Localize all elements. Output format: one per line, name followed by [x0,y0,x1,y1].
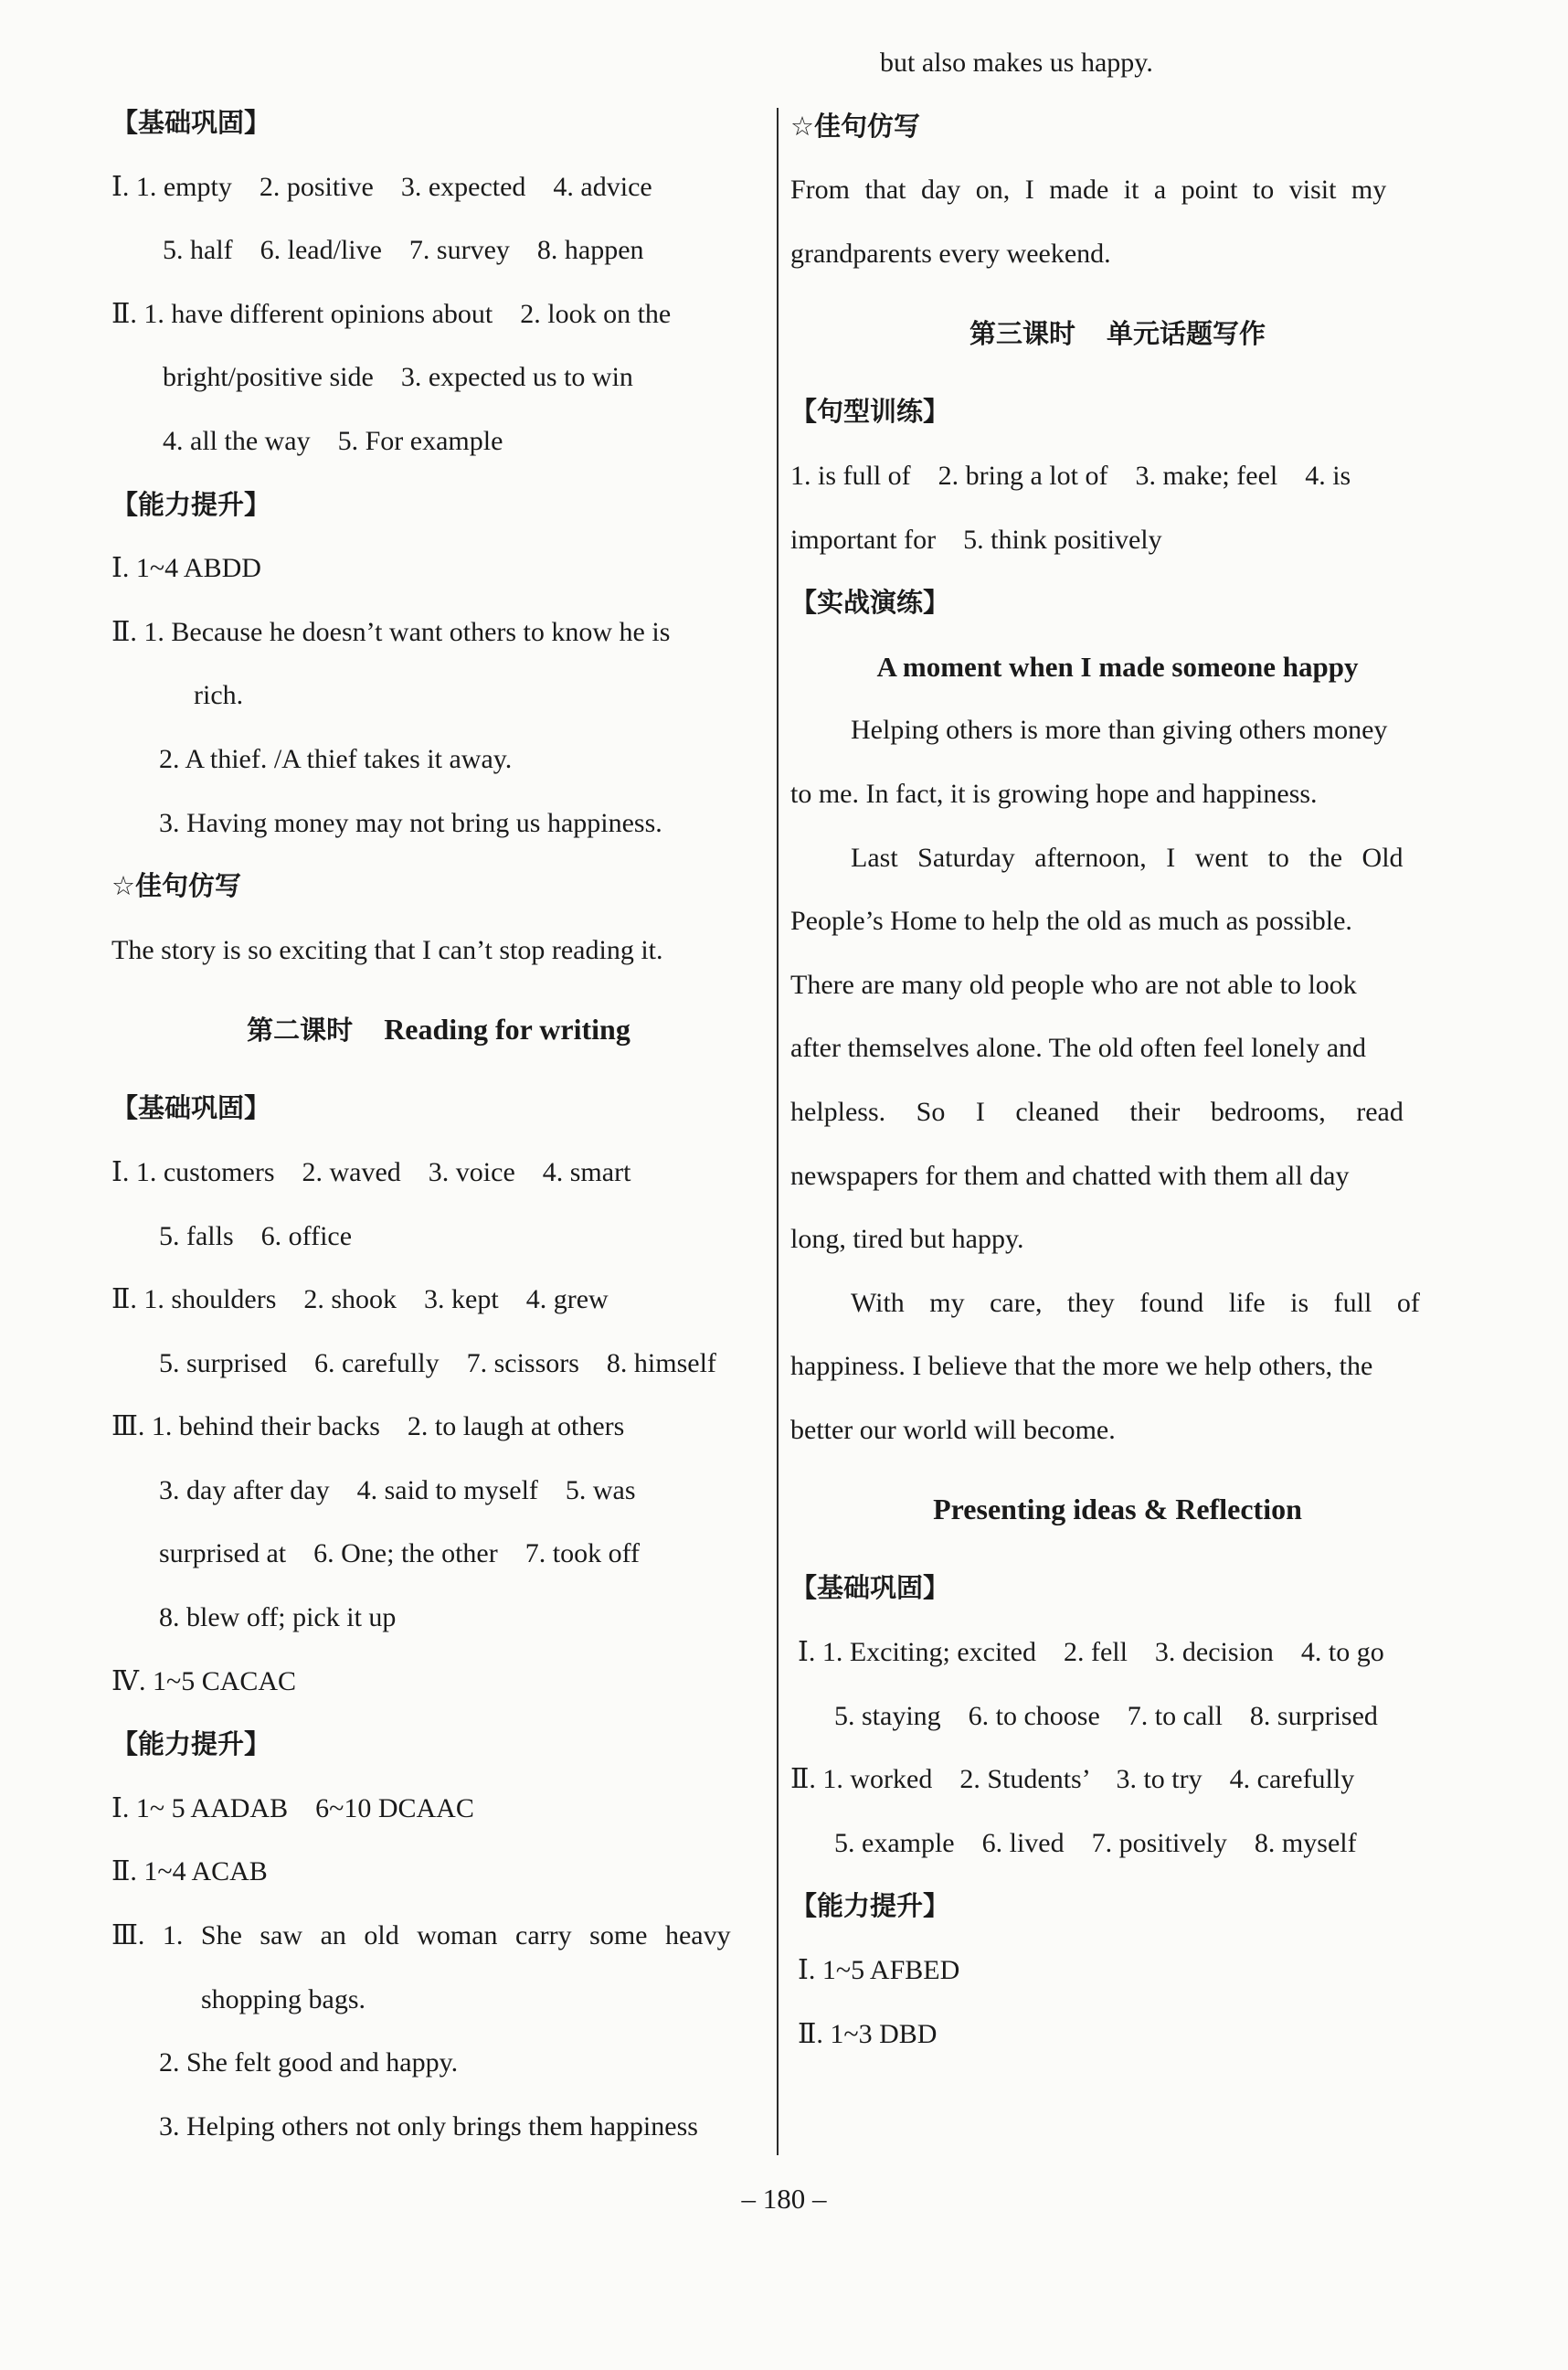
lesson-name: Reading for writing [384,1013,630,1047]
section-heading: ☆佳句仿写 [790,110,920,142]
essay-line: With my care, they found life is full of [851,1287,1420,1318]
column-divider [777,108,779,2155]
essay-line: after themselves alone. The old often feel lonely and [790,1033,1367,1064]
essay-title: A moment when I made someone happy [876,650,1359,683]
answer-line: 2. She felt good and happy. [159,2047,459,2078]
answer-line: Ⅰ. 1~4 ABDD [111,553,261,584]
answer-line: Ⅱ. 1. Because he doesn’t want others to know he is [111,616,671,647]
lesson-number: 第三课时 [969,318,1075,350]
answer-line: 2. A thief. /A thief takes it away. [159,743,513,774]
answer-line: rich. [194,680,244,711]
answer-line: 3. Having money may not bring us happiness. [159,807,662,838]
answer-line: 5. half 6. lead/live 7. survey 8. happen [163,235,644,266]
answer-line: Ⅰ. 1~ 5 AADAB 6~10 DCAAC [111,1792,474,1823]
answer-line: 1. is full of 2. bring a lot of 3. make; feel 4. is [790,460,1351,491]
lesson-title: Presenting ideas & Reflection [933,1493,1302,1526]
section-heading: 【句型训练】 [790,396,950,428]
answer-line: Ⅲ. 1. behind their backs 2. to laugh at others [111,1411,625,1442]
answer-line: 4. all the way 5. For example [163,425,503,456]
answer-line: bright/positive side 3. expected us to win [163,362,633,393]
answer-line: Ⅰ. 1~5 AFBED [798,1955,960,1986]
answer-line: 5. falls 6. office [159,1220,353,1251]
essay-line: Helping others is more than giving others money [851,715,1388,746]
page-number: – 180 – [741,2183,827,2215]
essay-line: helpless. So I cleaned their bedrooms, read [790,1096,1404,1127]
answer-line: Ⅱ. 1. worked 2. Students’ 3. to try 4. carefully [790,1764,1355,1795]
essay-line: to me. In fact, it is growing hope and happiness. [790,778,1318,809]
answer-line: From that day on, I made it a point to visit my [790,175,1387,206]
answer-line: Ⅰ. 1. Exciting; excited 2. fell 3. decision 4. to go [798,1637,1384,1668]
essay-line: People’s Home to help the old as much as possible. [790,906,1352,937]
answer-line: shopping bags. [201,1983,366,2014]
essay-line: There are many old people who are not able to look [790,969,1357,1000]
lesson-title [790,285,1445,380]
answer-line: 3. Helping others not only brings them happiness [159,2110,698,2142]
right-column [790,48,1445,2066]
answer-line: surprised at 6. One; the other 7. took off [159,1538,641,1569]
lesson-title [111,982,766,1077]
essay-line: happiness. I believe that the more we help others, the [790,1351,1373,1382]
lesson-name: 单元话题写作 [1107,318,1266,350]
answer-line: Ⅰ. 1. empty 2. positive 3. expected 4. advice [111,171,652,202]
answer-line: Ⅱ. 1~3 DBD [798,2018,938,2049]
section-heading: 【能力提升】 [790,1890,950,1922]
answer-line: Ⅱ. 1~4 ACAB [111,1856,268,1887]
section-heading: 【实战演练】 [790,587,950,619]
essay-line: long, tired but happy. [790,1224,1024,1255]
left-column [111,91,766,2158]
essay-line: Last Saturday afternoon, I went to the Old [851,842,1404,873]
essay-line: better our world will become. [790,1414,1116,1445]
answer-line: 5. example 6. lived 7. positively 8. myself [834,1827,1357,1858]
answer-line: Ⅱ. 1. have different opinions about 2. look on the [111,298,672,329]
section-heading: 【基础巩固】 [111,1092,271,1124]
answer-line: 5. staying 6. to choose 7. to call 8. surprised [834,1700,1378,1731]
answer-line: but also makes us happy. [880,48,1153,78]
answer-line: grandparents every weekend. [790,238,1111,269]
answer-line: Ⅱ. 1. shoulders 2. shook 3. kept 4. grew [111,1284,609,1315]
section-heading: ☆佳句仿写 [111,870,241,902]
answer-line: important for 5. think positively [790,524,1162,555]
answer-line: Ⅲ. 1. She saw an old woman carry some heavy [111,1920,731,1951]
answer-line: Ⅳ. 1~5 CACAC [111,1665,297,1696]
answer-line: 8. blew off; pick it up [159,1602,397,1633]
section-heading: 【能力提升】 [111,488,271,520]
section-heading: 【能力提升】 [111,1728,271,1760]
answer-line: The story is so exciting that I can’t stop reading it. [111,934,663,965]
section-heading: 【基础巩固】 [111,107,271,138]
section-heading: 【基础巩固】 [790,1572,950,1604]
answer-line: 5. surprised 6. carefully 7. scissors 8. himself [159,1347,716,1378]
essay-line: newspapers for them and chatted with them all day [790,1160,1350,1191]
lesson-number: 第二课时 [247,1015,354,1047]
answer-line: 3. day after day 4. said to myself 5. was [159,1474,636,1505]
answer-line: Ⅰ. 1. customers 2. waved 3. voice 4. smart [111,1156,631,1187]
